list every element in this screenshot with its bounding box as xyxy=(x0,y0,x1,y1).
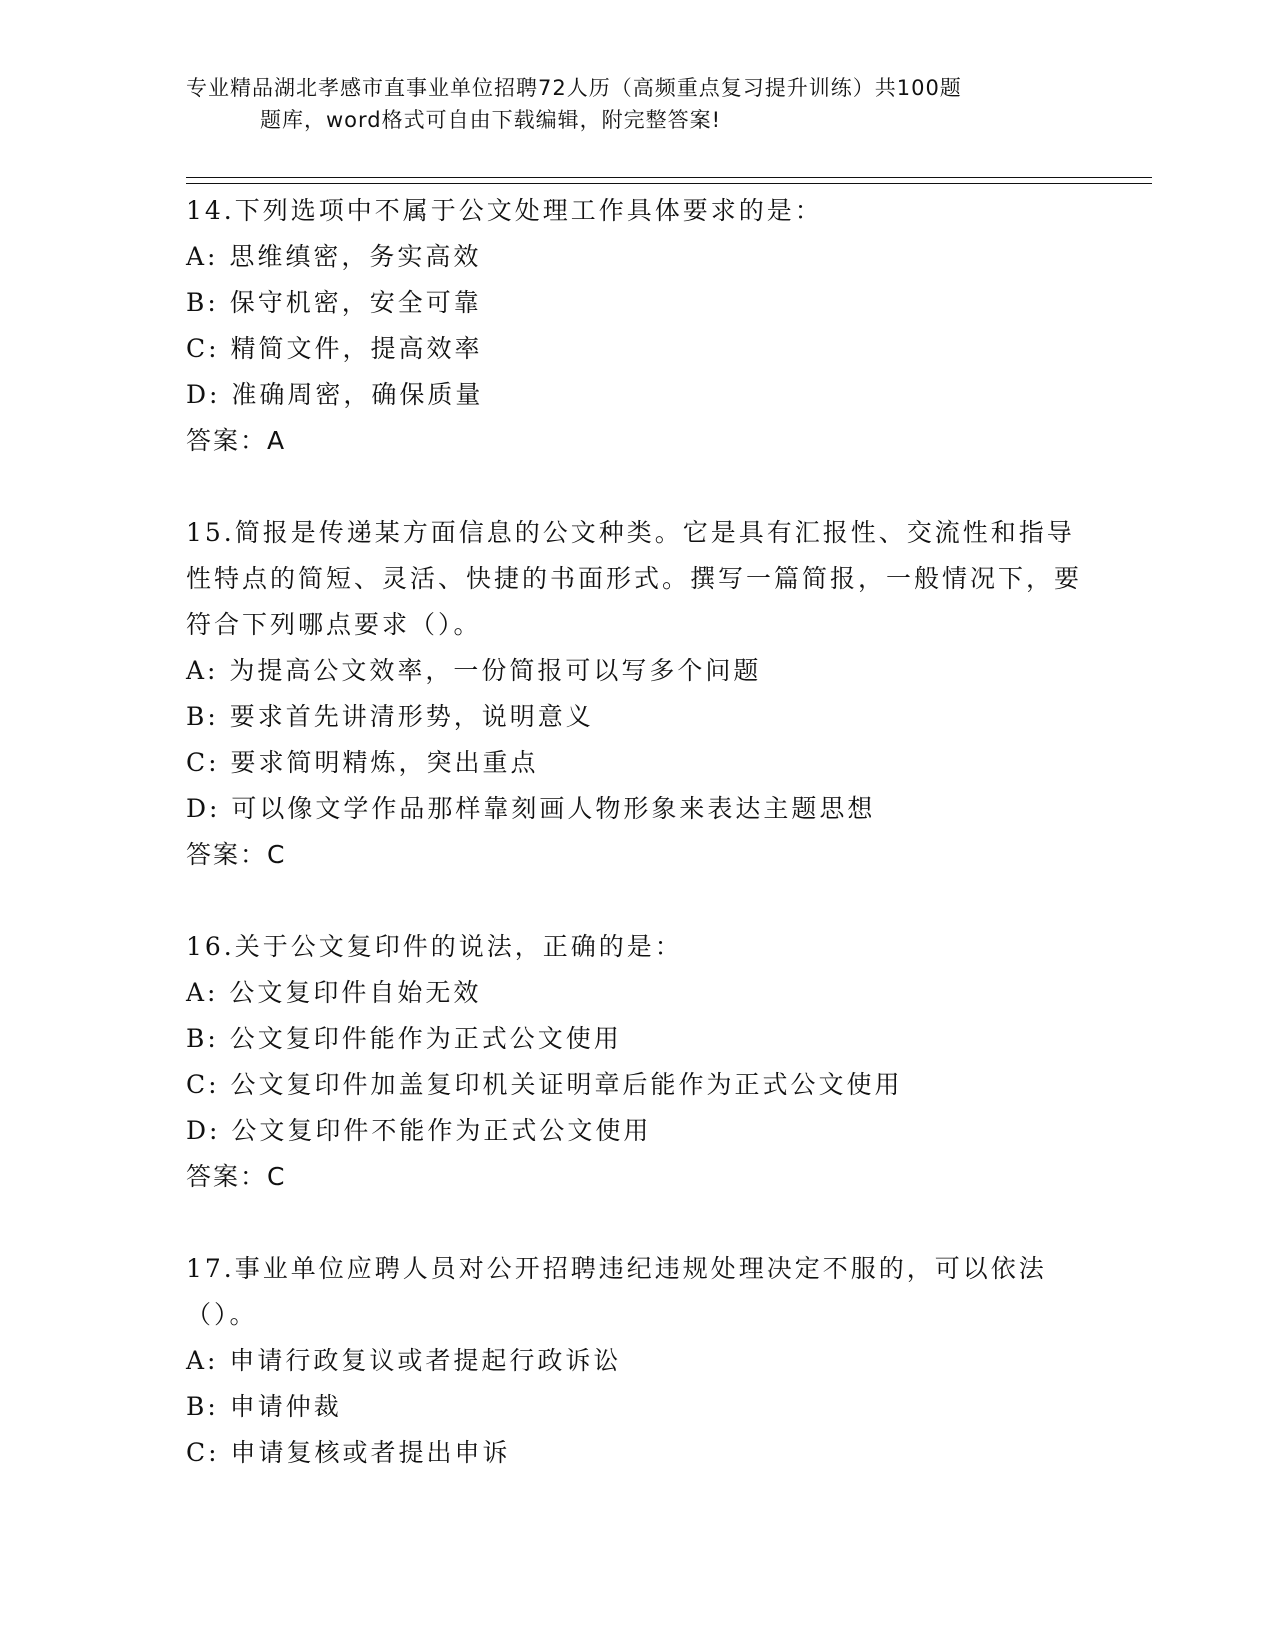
option-d: D: 公文复印件不能作为正式公文使用 xyxy=(186,1116,652,1145)
option-b: B: 申请仲裁 xyxy=(186,1392,342,1421)
answer: 答案：C xyxy=(186,840,287,869)
question-text: 15.简报是传递某方面信息的公文种类。它是具有汇报性、交流性和指导性特点的简短、灵活、快捷的书面形式。撰写一篇简报，一般情况下，要符合下列哪点要求（）。 xyxy=(186,518,1083,639)
question-text: 16.关于公文复印件的说法，正确的是： xyxy=(186,932,683,961)
header-title-line-1: 专业精品湖北孝感市直事业单位招聘72人历（高频重点复习提升训练）共100题 xyxy=(186,76,962,100)
option-d: D: 准确周密，确保质量 xyxy=(186,380,484,409)
header-divider-bottom xyxy=(186,183,1152,184)
question-15 xyxy=(186,510,1086,878)
option-b: B: 保守机密，安全可靠 xyxy=(186,288,482,317)
option-a: A: 思维缜密，务实高效 xyxy=(186,242,482,271)
answer: 答案：C xyxy=(186,1162,287,1191)
header-title-line-2: 题库，word格式可自由下载编辑，附完整答案! xyxy=(260,108,722,132)
option-c: C: 申请复核或者提出申诉 xyxy=(186,1438,511,1467)
option-c: C: 要求简明精炼，突出重点 xyxy=(186,748,539,777)
option-a: A: 为提高公文效率，一份简报可以写多个问题 xyxy=(186,656,762,685)
question-16 xyxy=(186,924,1086,1200)
document-header xyxy=(186,72,1066,136)
option-c: C: 精简文件，提高效率 xyxy=(186,334,483,363)
option-d: D: 可以像文学作品那样靠刻画人物形象来表达主题思想 xyxy=(186,794,876,823)
question-17 xyxy=(186,1246,1086,1476)
question-text: 17.事业单位应聘人员对公开招聘违纪违规处理决定不服的，可以依法（）。 xyxy=(186,1254,1047,1329)
question-list xyxy=(186,188,1086,1522)
answer: 答案：A xyxy=(186,426,287,455)
option-b: B: 公文复印件能作为正式公文使用 xyxy=(186,1024,622,1053)
option-a: A: 公文复印件自始无效 xyxy=(186,978,482,1007)
option-c: C: 公文复印件加盖复印机关证明章后能作为正式公文使用 xyxy=(186,1070,903,1099)
option-b: B: 要求首先讲清形势，说明意义 xyxy=(186,702,594,731)
option-a: A: 申请行政复议或者提起行政诉讼 xyxy=(186,1346,622,1375)
question-14 xyxy=(186,188,1086,464)
header-divider-top xyxy=(186,177,1152,178)
question-text: 14.下列选项中不属于公文处理工作具体要求的是： xyxy=(186,196,823,225)
